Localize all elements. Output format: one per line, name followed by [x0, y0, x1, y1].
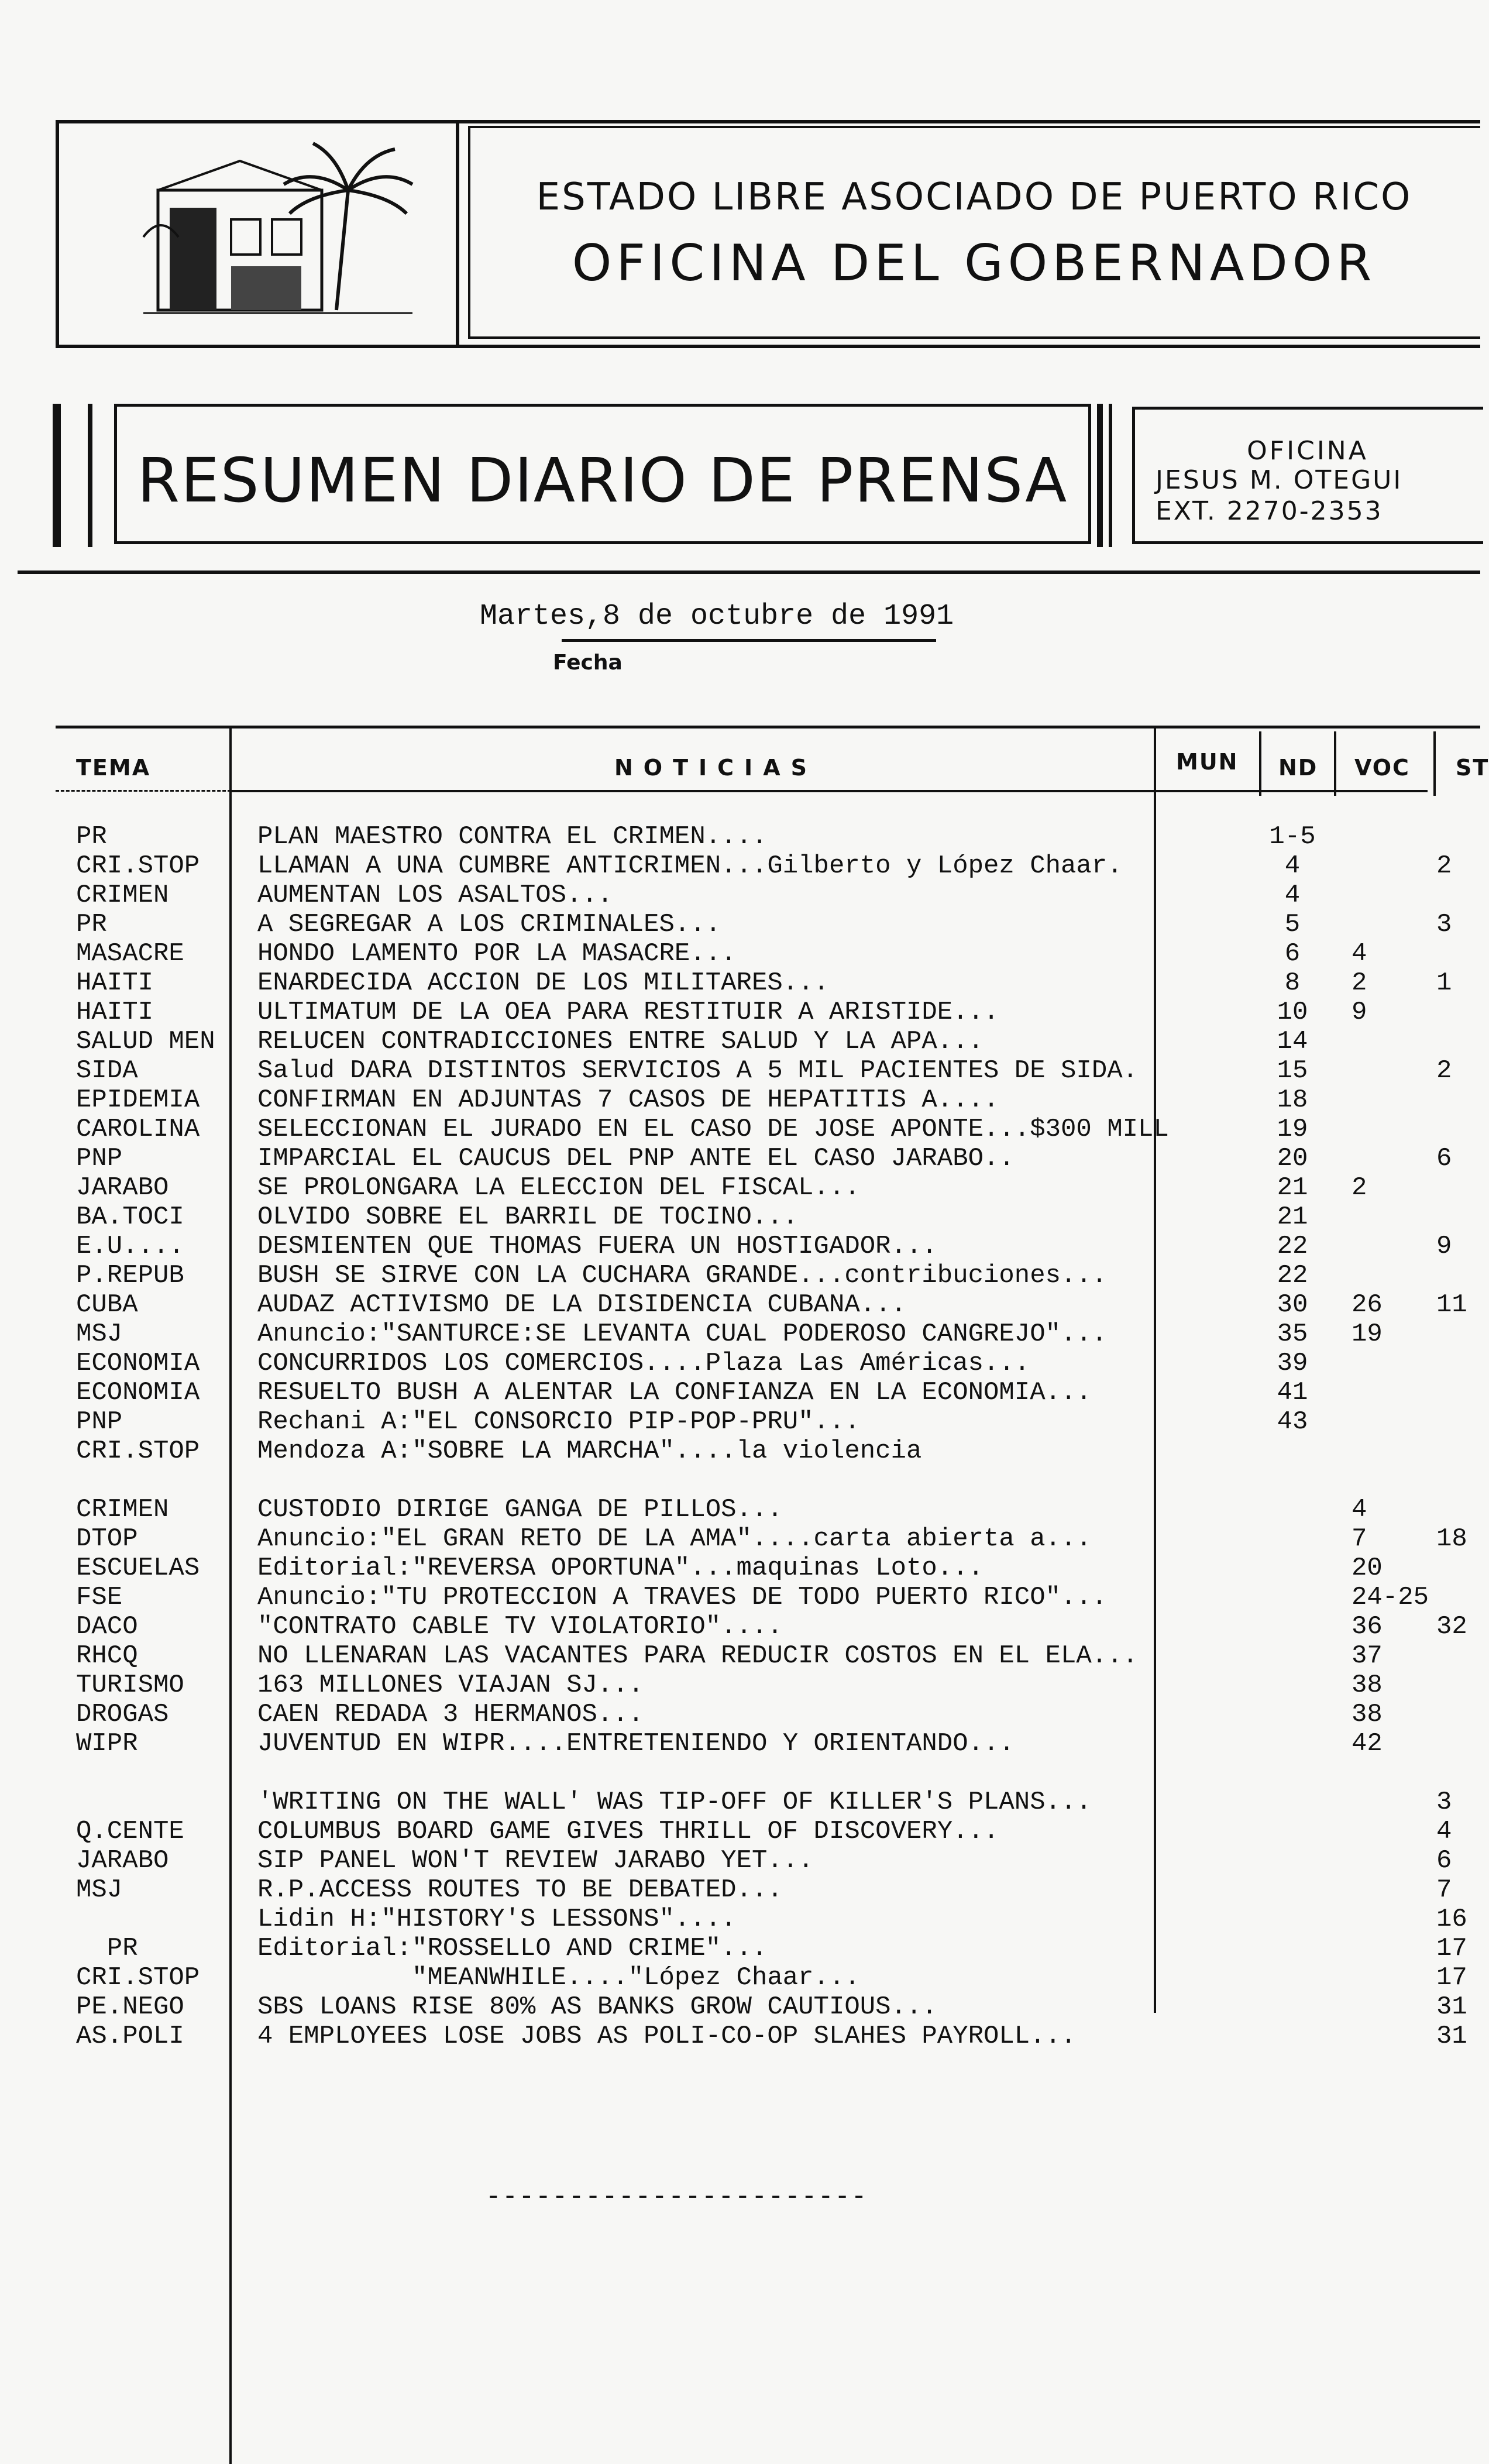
org-name-line2: OFICINA DEL GOBERNADOR: [572, 234, 1377, 293]
table-row: [0, 1788, 1480, 1817]
table-row: [0, 1524, 1480, 1554]
cell-st: 32: [1436, 1612, 1467, 1641]
cell-tema: PNP: [76, 1407, 123, 1437]
office-title: OFICINA: [1247, 436, 1368, 466]
table-row: [0, 1495, 1480, 1524]
cell-tema: ECONOMIA: [76, 1349, 200, 1378]
column-divider-nd: [1259, 731, 1261, 796]
header-rule-bottom: [468, 336, 1480, 339]
cell-nd: 19: [1277, 1115, 1308, 1144]
cell-nd: 10: [1277, 998, 1308, 1027]
table-row: [0, 1583, 1480, 1612]
column-header-noticias: NOTICIAS: [614, 755, 817, 781]
date-label: Fecha: [553, 651, 623, 675]
cell-voc: 9: [1352, 998, 1367, 1027]
cell-tema: EPIDEMIA: [76, 1085, 200, 1115]
cell-voc: 4: [1352, 939, 1367, 968]
cell-tema: CRI.STOP: [76, 851, 200, 881]
document-date: Martes,8 de octubre de 1991: [480, 600, 954, 633]
cell-noticia: Editorial:"ROSSELLO AND CRIME"...: [257, 1934, 768, 1963]
cell-nd: 4: [1284, 881, 1301, 910]
cell-nd: 18: [1277, 1085, 1308, 1115]
tema-header-underline: [56, 790, 231, 792]
cell-noticia: DESMIENTEN QUE THOMAS FUERA UN HOSTIGADOR...: [257, 1232, 937, 1261]
cell-tema: JARABO: [76, 1173, 169, 1202]
table-row: [0, 1729, 1480, 1758]
cell-noticia: SIP PANEL WON'T REVIEW JARABO YET...: [257, 1846, 814, 1875]
cell-nd: 6: [1284, 939, 1301, 968]
cell-noticia: AUMENTAN LOS ASALTOS...: [257, 881, 613, 910]
table-row: [0, 1700, 1480, 1729]
cell-tema: DROGAS: [76, 1700, 169, 1729]
table-row: [0, 1817, 1480, 1846]
cell-nd: 4: [1284, 851, 1301, 881]
table-row: [0, 1905, 1480, 1934]
cell-noticia: Rechani A:"EL CONSORCIO PIP-POP-PRU"...: [257, 1407, 860, 1437]
table-row: [0, 1202, 1480, 1232]
table-header-rule: [231, 790, 1428, 792]
cell-noticia: CUSTODIO DIRIGE GANGA DE PILLOS...: [257, 1495, 783, 1524]
cell-noticia: "MEANWHILE...."López Chaar...: [257, 1963, 860, 1992]
decorative-bar: [53, 404, 61, 547]
cell-st: 3: [1436, 910, 1452, 939]
cell-noticia: SBS LOANS RISE 80% AS BANKS GROW CAUTIOUS...: [257, 1992, 937, 2022]
cell-voc: 20: [1352, 1554, 1383, 1583]
cell-tema: DTOP: [76, 1524, 138, 1554]
cell-tema: HAITI: [76, 968, 154, 998]
table-row: [0, 1173, 1480, 1202]
table-row: [0, 1319, 1480, 1349]
cell-noticia: R.P.ACCESS ROUTES TO BE DEBATED...: [257, 1875, 783, 1905]
table-row: [0, 1144, 1480, 1173]
table-row: [0, 1612, 1480, 1641]
cell-tema: TURISMO: [76, 1671, 184, 1700]
cell-noticia: PLAN MAESTRO CONTRA EL CRIMEN....: [257, 822, 768, 851]
cell-nd: 39: [1277, 1349, 1308, 1378]
table-row: [0, 998, 1480, 1027]
cell-st: 1: [1436, 968, 1452, 998]
cell-tema: P.REPUB: [76, 1261, 184, 1290]
cell-tema: CRI.STOP: [76, 1437, 200, 1466]
column-header-tema: TEMA: [76, 755, 151, 781]
cell-noticia: Anuncio:"EL GRAN RETO DE LA AMA"....carta abierta a...: [257, 1524, 1092, 1554]
cell-voc: 2: [1352, 1173, 1367, 1202]
building-illustration-icon: [56, 120, 456, 345]
cell-st: 6: [1436, 1144, 1452, 1173]
cell-noticia: ENARDECIDA ACCION DE LOS MILITARES...: [257, 968, 829, 998]
cell-st: 3: [1436, 1788, 1452, 1817]
cell-st: 11: [1436, 1290, 1467, 1319]
cell-tema: DACO: [76, 1612, 138, 1641]
cell-noticia: CONFIRMAN EN ADJUNTAS 7 CASOS DE HEPATITIS A....: [257, 1085, 999, 1115]
cell-voc: 36: [1352, 1612, 1383, 1641]
cell-tema: MSJ: [76, 1319, 123, 1349]
fortaleza-logo: [56, 120, 459, 348]
cell-st: 6: [1436, 1846, 1452, 1875]
cell-noticia: NO LLENARAN LAS VACANTES PARA REDUCIR COSTOS EN EL ELA...: [257, 1641, 1139, 1671]
table-row: [0, 1378, 1480, 1407]
cell-noticia: Anuncio:"TU PROTECCION A TRAVES DE TODO PUERTO RICO"...: [257, 1583, 1108, 1612]
office-extension: EXT. 2270-2353: [1156, 496, 1383, 526]
cell-noticia: 4 EMPLOYEES LOSE JOBS AS POLI-CO-OP SLAHES PAYROLL...: [257, 2022, 1077, 2051]
column-header-nd: ND: [1278, 755, 1318, 781]
table-row: [0, 1875, 1480, 1905]
table-row: [0, 851, 1480, 881]
table-row: [0, 1641, 1480, 1671]
table-row: [0, 1846, 1480, 1875]
table-row: [0, 1115, 1480, 1144]
cell-tema: RHCQ: [76, 1641, 138, 1671]
decorative-bar: [1109, 404, 1112, 547]
cell-tema: CRIMEN: [76, 881, 169, 910]
cell-noticia: ULTIMATUM DE LA OEA PARA RESTITUIR A ARISTIDE...: [257, 998, 999, 1027]
office-name: JESUS M. OTEGUI: [1156, 465, 1403, 495]
document-title: RESUMEN DIARIO DE PRENSA: [137, 445, 1068, 516]
cell-noticia: LLAMAN A UNA CUMBRE ANTICRIMEN...Gilberto y López Chaar.: [257, 851, 1123, 881]
cell-tema: HAITI: [76, 998, 154, 1027]
cell-nd: 8: [1284, 968, 1301, 998]
cell-tema: MSJ: [76, 1875, 123, 1905]
cell-st: 7: [1436, 1875, 1452, 1905]
table-row: [0, 1466, 1480, 1495]
table-row: [0, 2022, 1480, 2051]
cell-nd: 21: [1277, 1173, 1308, 1202]
cell-voc: 26: [1352, 1290, 1383, 1319]
cell-tema: SIDA: [76, 1056, 138, 1085]
cell-tema: CRIMEN: [76, 1495, 169, 1524]
table-row: [0, 1437, 1480, 1466]
cell-tema: JARABO: [76, 1846, 169, 1875]
cell-noticia: COLUMBUS BOARD GAME GIVES THRILL OF DISCOVERY...: [257, 1817, 999, 1846]
cell-nd: 43: [1277, 1407, 1308, 1437]
table-top-rule: [56, 726, 1480, 728]
cell-st: 31: [1436, 2022, 1467, 2051]
table-row: [0, 822, 1480, 851]
cell-noticia: BUSH SE SIRVE CON LA CUCHARA GRANDE...contribuciones...: [257, 1261, 1108, 1290]
cell-tema: ECONOMIA: [76, 1378, 200, 1407]
cell-tema: SALUD MEN: [76, 1027, 215, 1056]
cell-noticia: "CONTRATO CABLE TV VIOLATORIO"....: [257, 1612, 783, 1641]
cell-st: 31: [1436, 1992, 1467, 2022]
end-marker: -----------------------: [486, 2183, 868, 2212]
cell-voc: 4: [1352, 1495, 1367, 1524]
cell-tema: AS.POLI: [76, 2022, 184, 2051]
table-row: [0, 910, 1480, 939]
cell-st: 17: [1436, 1934, 1467, 1963]
header-rule-top: [468, 126, 1480, 128]
cell-noticia: Lidin H:"HISTORY'S LESSONS"....: [257, 1905, 737, 1934]
cell-tema: ESCUELAS: [76, 1554, 200, 1583]
cell-noticia: AUDAZ ACTIVISMO DE LA DISIDENCIA CUBANA...: [257, 1290, 906, 1319]
cell-nd: 22: [1277, 1261, 1308, 1290]
table-row: [0, 1232, 1480, 1261]
table-row: [0, 1407, 1480, 1437]
cell-tema: E.U....: [76, 1232, 184, 1261]
cell-tema: CAROLINA: [76, 1115, 200, 1144]
cell-nd: 35: [1277, 1319, 1308, 1349]
cell-nd: 30: [1277, 1290, 1308, 1319]
table-row: [0, 1085, 1480, 1115]
cell-noticia: HONDO LAMENTO POR LA MASACRE...: [257, 939, 737, 968]
table-row: [0, 1671, 1480, 1700]
cell-nd: 20: [1277, 1144, 1308, 1173]
cell-voc: 2: [1352, 968, 1367, 998]
cell-noticia: Anuncio:"SANTURCE:SE LEVANTA CUAL PODEROSO CANGREJO"...: [257, 1319, 1108, 1349]
cell-st: 18: [1436, 1524, 1467, 1554]
cell-noticia: A SEGREGAR A LOS CRIMINALES...: [257, 910, 721, 939]
cell-tema: PR: [76, 822, 107, 851]
table-row: [0, 1290, 1480, 1319]
cell-tema: PR: [76, 1934, 138, 1963]
cell-voc: 7: [1352, 1524, 1367, 1554]
column-divider-voc: [1334, 731, 1336, 796]
cell-nd: 15: [1277, 1056, 1308, 1085]
cell-noticia: OLVIDO SOBRE EL BARRIL DE TOCINO...: [257, 1202, 799, 1232]
table-row: [0, 1027, 1480, 1056]
cell-noticia: CAEN REDADA 3 HERMANOS...: [257, 1700, 644, 1729]
cell-tema: PE.NEGO: [76, 1992, 184, 2022]
cell-noticia: Salud DARA DISTINTOS SERVICIOS A 5 MIL PACIENTES DE SIDA.: [257, 1056, 1139, 1085]
cell-st: 9: [1436, 1232, 1452, 1261]
cell-noticia: CONCURRIDOS LOS COMERCIOS....Plaza Las Américas...: [257, 1349, 1030, 1378]
cell-tema: CUBA: [76, 1290, 138, 1319]
cell-tema: CRI.STOP: [76, 1963, 200, 1992]
cell-st: 16: [1436, 1905, 1467, 1934]
table-row: [0, 1992, 1480, 2022]
date-underline: [562, 639, 936, 642]
cell-voc: 37: [1352, 1641, 1383, 1671]
cell-noticia: RELUCEN CONTRADICCIONES ENTRE SALUD Y LA APA...: [257, 1027, 984, 1056]
cell-nd: 22: [1277, 1232, 1308, 1261]
table-row: [0, 1056, 1480, 1085]
cell-tema: BA.TOCI: [76, 1202, 184, 1232]
org-name-line1: ESTADO LIBRE ASOCIADO DE PUERTO RICO: [536, 176, 1412, 219]
decorative-bar: [1097, 404, 1103, 547]
table-row: [0, 939, 1480, 968]
cell-st: 2: [1436, 851, 1452, 881]
cell-noticia: IMPARCIAL EL CAUCUS DEL PNP ANTE EL CASO JARABO..: [257, 1144, 1015, 1173]
cell-tema: PR: [76, 910, 107, 939]
column-divider-st: [1433, 731, 1436, 796]
cell-noticia: 'WRITING ON THE WALL' WAS TIP-OFF OF KILLER'S PLANS...: [257, 1788, 1092, 1817]
table-row: [0, 1758, 1480, 1788]
table-row: [0, 1934, 1480, 1963]
table-row: [0, 968, 1480, 998]
header-separator: [18, 571, 1480, 574]
cell-nd: 5: [1284, 910, 1301, 939]
cell-st: 2: [1436, 1056, 1452, 1085]
cell-voc: 42: [1352, 1729, 1383, 1758]
column-header-voc: VOC: [1354, 755, 1410, 781]
cell-tema: WIPR: [76, 1729, 138, 1758]
cell-voc: 38: [1352, 1700, 1383, 1729]
cell-noticia: SELECCIONAN EL JURADO EN EL CASO DE JOSE APONTE...$300 MILL: [257, 1115, 1169, 1144]
cell-noticia: JUVENTUD EN WIPR....ENTRETENIENDO Y ORIENTANDO...: [257, 1729, 1015, 1758]
table-row: [0, 881, 1480, 910]
cell-voc: 38: [1352, 1671, 1383, 1700]
cell-st: 17: [1436, 1963, 1467, 1992]
cell-noticia: 163 MILLONES VIAJAN SJ...: [257, 1671, 644, 1700]
column-header-st: ST: [1456, 755, 1489, 781]
table-row: [0, 1963, 1480, 1992]
cell-nd: 1-5: [1269, 822, 1316, 851]
cell-nd: 41: [1277, 1378, 1308, 1407]
cell-voc: 19: [1352, 1319, 1383, 1349]
table-row: [0, 1349, 1480, 1378]
header-divider: [468, 126, 470, 339]
cell-noticia: SE PROLONGARA LA ELECCION DEL FISCAL...: [257, 1173, 860, 1202]
column-header-mun: MUN: [1176, 749, 1239, 775]
cell-noticia: Editorial:"REVERSA OPORTUNA"...maquinas Loto...: [257, 1554, 984, 1583]
table-row: [0, 1261, 1480, 1290]
decorative-bar: [88, 404, 92, 547]
cell-tema: Q.CENTE: [76, 1817, 184, 1846]
cell-noticia: Mendoza A:"SOBRE LA MARCHA"....la violencia: [257, 1437, 922, 1466]
cell-tema: FSE: [76, 1583, 123, 1612]
table-row: [0, 1554, 1480, 1583]
cell-noticia: RESUELTO BUSH A ALENTAR LA CONFIANZA EN LA ECONOMIA...: [257, 1378, 1092, 1407]
cell-st: 4: [1436, 1817, 1452, 1846]
cell-voc: 24-25: [1352, 1583, 1429, 1612]
cell-nd: 14: [1277, 1027, 1308, 1056]
cell-tema: PNP: [76, 1144, 123, 1173]
cell-nd: 21: [1277, 1202, 1308, 1232]
cell-tema: MASACRE: [76, 939, 184, 968]
